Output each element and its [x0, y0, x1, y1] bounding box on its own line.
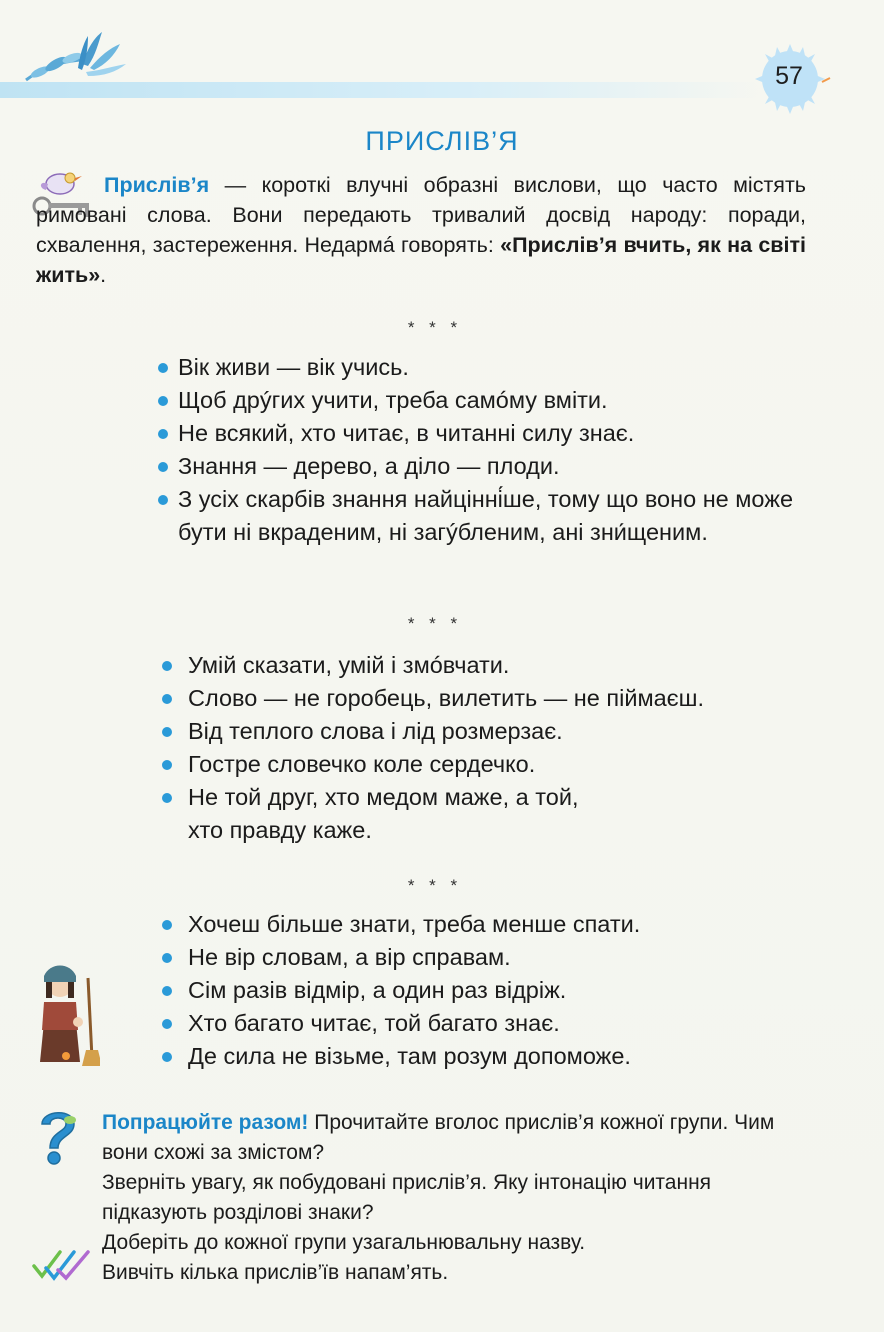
proverb-item: Хочеш більше знати, треба менше спати.	[158, 908, 818, 941]
section-separator: * * *	[407, 876, 463, 895]
proverb-group-3	[158, 908, 818, 1073]
proverb-item: З усіх скарбів знання найцінні́ше, тому що воно не може бути ні вкраденим, ні загýбленим, ані зни́щеним.	[156, 483, 826, 549]
proverb-item: Сім разів відмір, а один раз відріж.	[158, 974, 818, 1007]
task-line-4: Вивчіть кілька прислів’їв напам’ять.	[102, 1261, 449, 1284]
definition-term: Прислів’я	[104, 173, 210, 197]
chapter-title: ПРИСЛІВ’Я	[365, 126, 519, 156]
proverb-item: Де сила не візьме, там розум допоможе.	[158, 1040, 818, 1073]
proverb-item: Вік живи — вік учись.	[156, 351, 826, 384]
definition-end: .	[100, 263, 107, 287]
proverb-item: Слово — не горобець, вилетить — не піймаєш.	[158, 682, 838, 715]
proverb-item: Знання — дерево, а діло — плоди.	[156, 450, 826, 483]
proverb-item: Не всякий, хто читає, в читанні силу знає.	[156, 417, 826, 450]
proverb-item: Від теплого слова і лід розмерзає.	[158, 715, 838, 748]
girl-with-broom-illustration	[30, 958, 100, 1068]
proverb-item: Не той друг, хто медом маже, а той, хто правду каже.	[158, 781, 608, 847]
section-separator: * * *	[407, 318, 463, 337]
task-lead: Попрацюйте разом!	[102, 1111, 309, 1134]
proverb-item: Гостре словечко коле сердечко.	[158, 748, 838, 781]
task-line-1-text: Прочитайте вголос прислів’я кожної групи. Чим вони схожі за змістом?	[102, 1111, 775, 1164]
proverb-item: Щоб дрýгих учити, треба самóму вміти.	[156, 384, 826, 417]
proverb-item: Хто багато читає, той багато знає.	[158, 1007, 818, 1040]
proverb-group-2	[158, 649, 838, 847]
section-separator: * * *	[407, 614, 463, 633]
proverb-group-1	[156, 351, 826, 549]
task-line-3: Доберіть до кожної групи узагальнювальну назву.	[102, 1231, 586, 1254]
task-line-2: Зверніть увагу, як побудовані прислів’я. Яку інтонацію читання підказують розділові знаки?	[102, 1171, 712, 1224]
definition-quote: «Прислів’я вчить, як на світі жить»	[36, 233, 806, 287]
question-mark-icon	[30, 1106, 86, 1168]
leaf-ornament-icon	[22, 28, 132, 86]
definition-paragraph	[36, 170, 806, 290]
proverb-item: Умій сказати, умій і змóвчати.	[158, 649, 838, 682]
proverb-item: Не вір словам, а вір справам.	[158, 941, 818, 974]
task-line-1	[102, 1108, 808, 1168]
definition-text: — короткі влучні образні вислови, що часто містять римовані слова. Вони передають тривалий досвід народу: поради, схвалення, застереження. Недармá говорять:	[36, 173, 806, 257]
task-block	[102, 1108, 808, 1288]
checkmarks-icon	[30, 1246, 92, 1282]
page-number: 57	[775, 62, 803, 90]
